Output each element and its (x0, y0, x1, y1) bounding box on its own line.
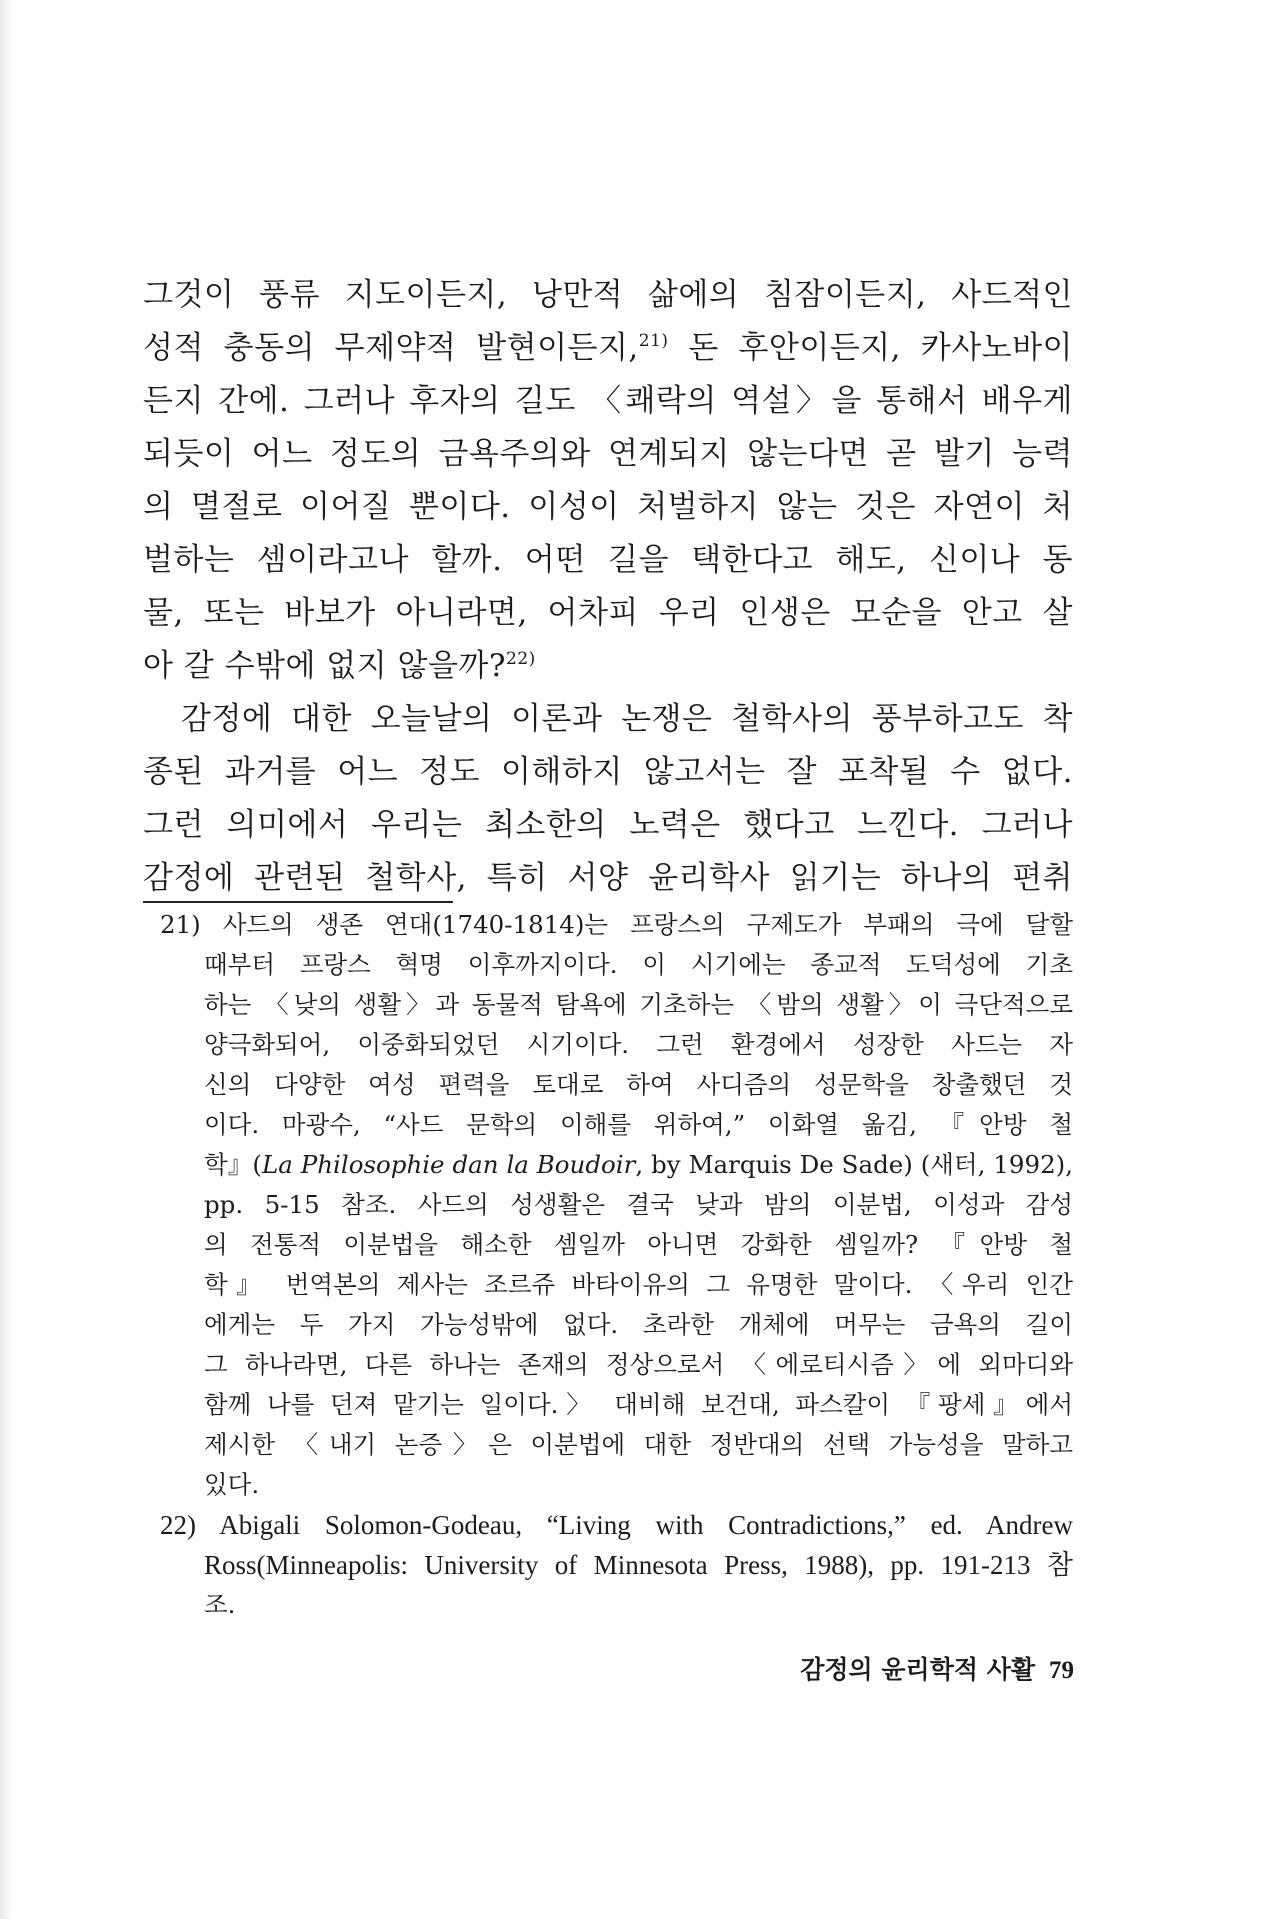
body-line-text: 감정에 관련된 철학사, 특히 서양 윤리학사 읽기는 하나의 편취 (143, 860, 1073, 896)
footnote-line: 학』 번역본의 제사는 조르쥬 바타이유의 그 유명한 말이다. 〈우리 인간 (204, 1270, 1073, 1299)
footnote-line: 신의 다양한 여성 편력을 토대로 하여 사디즘의 성문학을 창출했던 것 (204, 1070, 1073, 1099)
book-title-italic: La Philosophie dan la Boudoir (261, 1150, 636, 1179)
body-line-text: 벌하는 셈이라고나 할까. 어떤 길을 택한다고 해도, 신이나 동 (143, 542, 1073, 578)
body-line-text: 그것이 풍류 지도이든지, 낭만적 삶에의 침잠이든지, 사드적인 (143, 277, 1073, 313)
footnote-line: 조. (204, 1590, 236, 1619)
footnote-line: 때부터 프랑스 혁명 이후까지이다. 이 시기에는 종교적 도덕성에 기초 (204, 950, 1073, 979)
page-number: 79 (1049, 1657, 1074, 1684)
body-line (143, 534, 1073, 587)
footnote-line: pp. 5-15 참조. 사드의 성생활은 결국 낮과 밤의 이분법, 이성과 감성 (204, 1190, 1073, 1219)
body-line (143, 322, 1073, 375)
running-footer (694, 1650, 1074, 1690)
body-line-text: 든지 간에. 그러나 후자의 길도 〈쾌락의 역설〉을 통해서 배우게 (143, 383, 1073, 419)
footnote-reference: 21) (638, 331, 669, 351)
body-line-text: 성적 충동의 무제약적 발현이든지, (143, 330, 639, 366)
footnote-line: 그 하나라면, 다른 하나는 존재의 정상으로서 〈에로티시즘〉에 외마디와 (204, 1350, 1073, 1379)
footnote-line: 학』(La Philosophie dan la Boudoir, by Marquis De Sade) (새터, 1992), (204, 1150, 1073, 1179)
body-line-text: 돈 후안이든지, 카사노바이 (668, 330, 1073, 366)
running-footer-title: 감정의 윤리학적 사활 (800, 1655, 1035, 1684)
body-line (143, 375, 1073, 428)
body-line-text: 되듯이 어느 정도의 금욕주의와 연계되지 않는다면 곧 발기 능력 (143, 436, 1073, 472)
footnote-line: 있다. (204, 1470, 260, 1499)
body-line (143, 799, 1073, 852)
footnote-line: 제시한 〈내기 논증〉은 이분법에 대한 정반대의 선택 가능성을 말하고 (204, 1430, 1073, 1459)
footnote-line: Ross(Minneapolis: University of Minnesota Press, 1988), pp. 191-213 참 (204, 1550, 1073, 1580)
body-line (143, 746, 1073, 799)
body-line (143, 852, 1073, 905)
footnote-line: 이다. 마광수, “사드 문학의 이해를 위하여,” 이화열 옮김, 『안방 철 (204, 1110, 1073, 1139)
footnote-reference: 22) (506, 649, 536, 669)
footnote-line: 양극화되어, 이중화되었던 시기이다. 그런 환경에서 성장한 사드는 자 (204, 1030, 1073, 1059)
body-text (143, 269, 1073, 905)
footnote-line: 에게는 두 가지 가능성밖에 없다. 초라한 개체에 머무는 금욕의 길이 (204, 1310, 1073, 1339)
body-line (143, 693, 1073, 746)
body-line (143, 428, 1073, 481)
body-line-text: 아 갈 수밖에 없지 않을까? (143, 648, 506, 684)
body-line-text: 물, 또는 바보가 아니라면, 어차피 우리 인생은 모순을 안고 살 (143, 595, 1073, 631)
body-line-text: 종된 과거를 어느 정도 이해하지 않고서는 잘 포착될 수 없다. (143, 754, 1073, 790)
body-line (143, 587, 1073, 640)
footnote-line: 22) Abigali Solomon-Godeau, “Living with Contradictions,” ed. Andrew (160, 1510, 1073, 1540)
body-line (143, 269, 1073, 322)
body-line-text: 감정에 대한 오늘날의 이론과 논쟁은 철학사의 풍부하고도 착 (181, 701, 1073, 737)
body-line-text: 그런 의미에서 우리는 최소한의 노력은 했다고 느낀다. 그러나 (143, 807, 1073, 843)
footnote-separator (143, 901, 453, 903)
footnote-line: 하는 〈낮의 생활〉과 동물적 탐욕에 기초하는 〈밤의 생활〉이 극단적으로 (204, 990, 1073, 1019)
body-line (143, 640, 1073, 693)
body-line (143, 481, 1073, 534)
scan-shadow-edge (0, 0, 14, 1919)
body-line-text: 의 멸절로 이어질 뿐이다. 이성이 처벌하지 않는 것은 자연이 처 (143, 489, 1073, 525)
footnote-line: 21) 사드의 생존 연대(1740-1814)는 프랑스의 구제도가 부패의 극에 달할 (160, 910, 1073, 939)
footnote-line: 의 전통적 이분법을 해소한 셈일까 아니면 강화한 셈일까? 『안방 철 (204, 1230, 1073, 1259)
footnotes (160, 905, 1073, 1625)
footnote-line: 함께 나를 던져 맡기는 일이다.〉 대비해 보건대, 파스칼이 『팡세』에서 (204, 1390, 1073, 1419)
